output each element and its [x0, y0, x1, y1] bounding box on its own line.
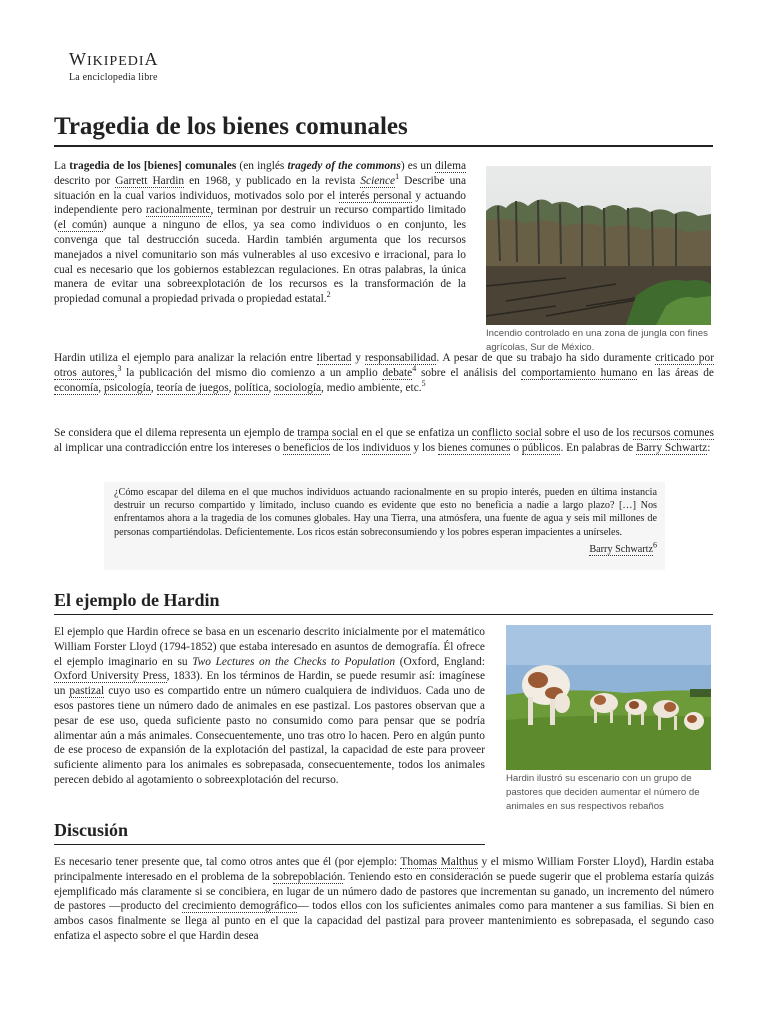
ref-3[interactable]: 3 — [117, 364, 122, 373]
ref-5[interactable]: 5 — [421, 378, 426, 388]
ref-1[interactable]: 1 — [395, 172, 400, 181]
link-crecimiento-demografico[interactable]: crecimiento demográfico — [182, 900, 298, 913]
link-pastizal[interactable]: pastizal — [69, 685, 105, 698]
paragraph-discusion: Es necesario tener presente que, tal como otros antes que él (por ejemplo: Thomas Malthus y el mismo William Forster Lloyd), Hardin estaba principalmente interesado en el problema de la sobrepoblación. Teniendo esto en consideración se puede sugerir que el problema estaría quizás ejemplificado más claramente si se concibiera, en lugar de un número dado de pastores que incrementan su ganado, un incremento del número de pastores —producto del crecimiento demográfico— todos ellos con los suficientes animales como para mantener a sus familias. Si bien en ambos casos finalmente se llega al punto en el que la capacidad del pastizal para proveer mantenimiento es sobrepasada, el segundo caso enfatiza el aspecto sobre el que Hardin desea — [54, 856, 715, 942]
ref-2[interactable]: 2 — [326, 290, 331, 300]
link-barry-schwartz[interactable]: Barry Schwartz — [636, 441, 708, 454]
link-sociologia[interactable]: sociología — [274, 381, 322, 394]
link-psicologia[interactable]: psicología — [103, 381, 151, 394]
link-individuos[interactable]: individuos — [362, 441, 411, 454]
link-thomas-malthus[interactable]: Thomas Malthus — [400, 856, 478, 868]
link-beneficios[interactable]: beneficios — [283, 441, 330, 454]
link-trampa-social[interactable]: trampa social — [297, 427, 359, 439]
link-bienes-comunes[interactable]: bienes comunes — [438, 441, 511, 454]
link-debate[interactable]: debate — [382, 366, 413, 379]
paragraph-ejemplo: El ejemplo que Hardin ofrece se basa en un escenario descrito inicialmente por el matemático William Forster Lloyd (1794-1852) que estaba interesado en asuntos de demografía. Él ofrece el ejemplo imaginario en su Two Lectures on the Checks to Population (Oxford, England: Oxford University Press, 1833). En los términos de Hardin, se puede resumir así: imagínese un pastizal cuyo uso es compartido entre un número cualquiera de individuos. Cada uno de esos pastores tiene un número dado de animales en ese pastizal. Los pastores observan que a pesar de ese uso, queda suficiente pasto no consumido como para pensar que se podría alimentar aún a más animales. Consecuentemente, uno tras otro lo hacen. Pero en algún punto de ese proceso de expansión de la explotación del pastizal, la capacidad de este para proveer suficiente alimento para los animales es sobrepasada, consecuentemente, todos los animales perecen debido al agotamiento o sobreexplotación del recurso. — [54, 626, 486, 786]
wikipedia-tagline: La enciclopedia libre — [69, 72, 158, 83]
figure-caption: Hardin ilustró su escenario con un grupo de pastores que deciden aumentar el número de animales en sus respectivos rebaños — [506, 773, 700, 812]
figure-cows — [506, 625, 711, 814]
link-economia[interactable]: economía — [54, 381, 99, 394]
paragraph-intro: La tragedia de los [bienes] comunales (en inglés tragedy of the commons) es un dilema descrito por Garrett Hardin en 1968, y publicado en la revista Science$^1$ Describe una situación en la cual varios individuos, motivados solo por el interés personal y actuando independiente pero racionalmente, terminan por destruir un recurso compartido limitado (el común) aunque a ninguno de ellos, ya sea como individuos o en conjunto, les convenga que tal destrucción suceda. Hardin también argumenta que los recursos manejados a nivel comunitario son más vulnerables al uso excesivo e irracional, para lo cual es necesario que los gobiernos establezcan regulaciones. En otras palabras, la única manera de evitar una sobreexplotación de los recursos es la transformación de la propiedad comunal a propiedad privada o propiedad estatal.$^2$ — [54, 160, 467, 306]
link-sobrepoblacion[interactable]: sobrepoblación — [273, 870, 343, 883]
link-el-comun[interactable]: el común — [57, 219, 104, 232]
ref-4[interactable]: 4 — [412, 364, 417, 373]
link-recursos-comunes[interactable]: recursos comunes — [632, 427, 714, 439]
cows-image[interactable] — [506, 625, 711, 770]
link-oxford-university-press[interactable]: Oxford University Press — [54, 670, 167, 683]
wikipedia-brand[interactable] — [69, 50, 159, 83]
link-responsabilidad[interactable]: responsabilidad — [364, 352, 437, 364]
page-title: Tragedia de los bienes comunales — [54, 112, 713, 147]
link-teoria-de-juegos[interactable]: teoría de juegos — [156, 381, 229, 394]
heading-el-ejemplo-de-hardin: El ejemplo de Hardin — [54, 589, 713, 615]
link-libertad[interactable]: libertad — [316, 352, 352, 364]
link-quote-author[interactable]: Barry Schwartz — [589, 543, 653, 555]
paragraph-hardin: Hardin utiliza el ejemplo para analizar la relación entre libertad y responsabilidad. A pesar de que su trabajo ha sido duramente criticado por otros autores,$^3$ la publicación del mismo dio comienzo a un amplio debate$^4$ sobre el análisis del comportamiento humano en las áreas de economía, psicología, teoría de juegos, política, sociología, medio ambiente, etc.$^5$ — [54, 352, 714, 394]
link-garrett-hardin[interactable]: Garrett Hardin — [115, 174, 185, 187]
link-conflicto-social[interactable]: conflicto social — [471, 427, 542, 439]
figure-jungle-fire — [486, 166, 711, 355]
quote-text: ¿Cómo escapar del dilema en el que muchos individuos actuando racionalmente en su propio interés, pueden en última instancia destruir un recurso compartido y limitado, incluso cuando es evidente que esto no beneficia a nadie a largo plazo? […] Nos enfrentamos ahora a la tragedia de los comunes globales. Hay una Tierra, una atmósfera, una fuente de agua y seis mil millones de personas compartiéndolas. Deficientemente. Los ricos están sobreconsumiendo y los pobres esperan impacientes a unírseles. — [114, 487, 657, 538]
heading-discusion: Discusión — [54, 819, 485, 845]
jungle-fire-image[interactable] — [486, 166, 711, 325]
link-science[interactable]: Science — [360, 174, 396, 187]
ref-6[interactable]: 6 — [653, 540, 657, 550]
link-comportamiento-humano[interactable]: comportamiento humano — [521, 366, 638, 379]
link-publicos[interactable]: públicos — [521, 441, 561, 454]
link-politica[interactable]: política — [234, 381, 269, 394]
link-racionalmente[interactable]: racionalmente — [145, 204, 211, 217]
link-interes-personal[interactable]: interés personal — [339, 189, 412, 202]
link-dilema[interactable]: dilema — [435, 160, 466, 172]
paragraph-dilema: Se considera que el dilema representa un ejemplo de trampa social en el que se enfatiza un conflicto social sobre el uso de los recursos comunes al implicar una contradicción entre los intereses o beneficios de los individuos y los bienes comunes o públicos. En palabras de Barry Schwartz: — [54, 427, 714, 454]
wikipedia-wordmark: WIKIPEDIA — [69, 49, 159, 69]
link-criticado[interactable]: criticado por otros autores — [54, 352, 714, 379]
quote-attribution — [114, 540, 657, 556]
blockquote-schwartz — [104, 482, 665, 570]
figure-caption: Incendio controlado en una zona de jungla con fines agrícolas, Sur de México. — [486, 328, 708, 353]
